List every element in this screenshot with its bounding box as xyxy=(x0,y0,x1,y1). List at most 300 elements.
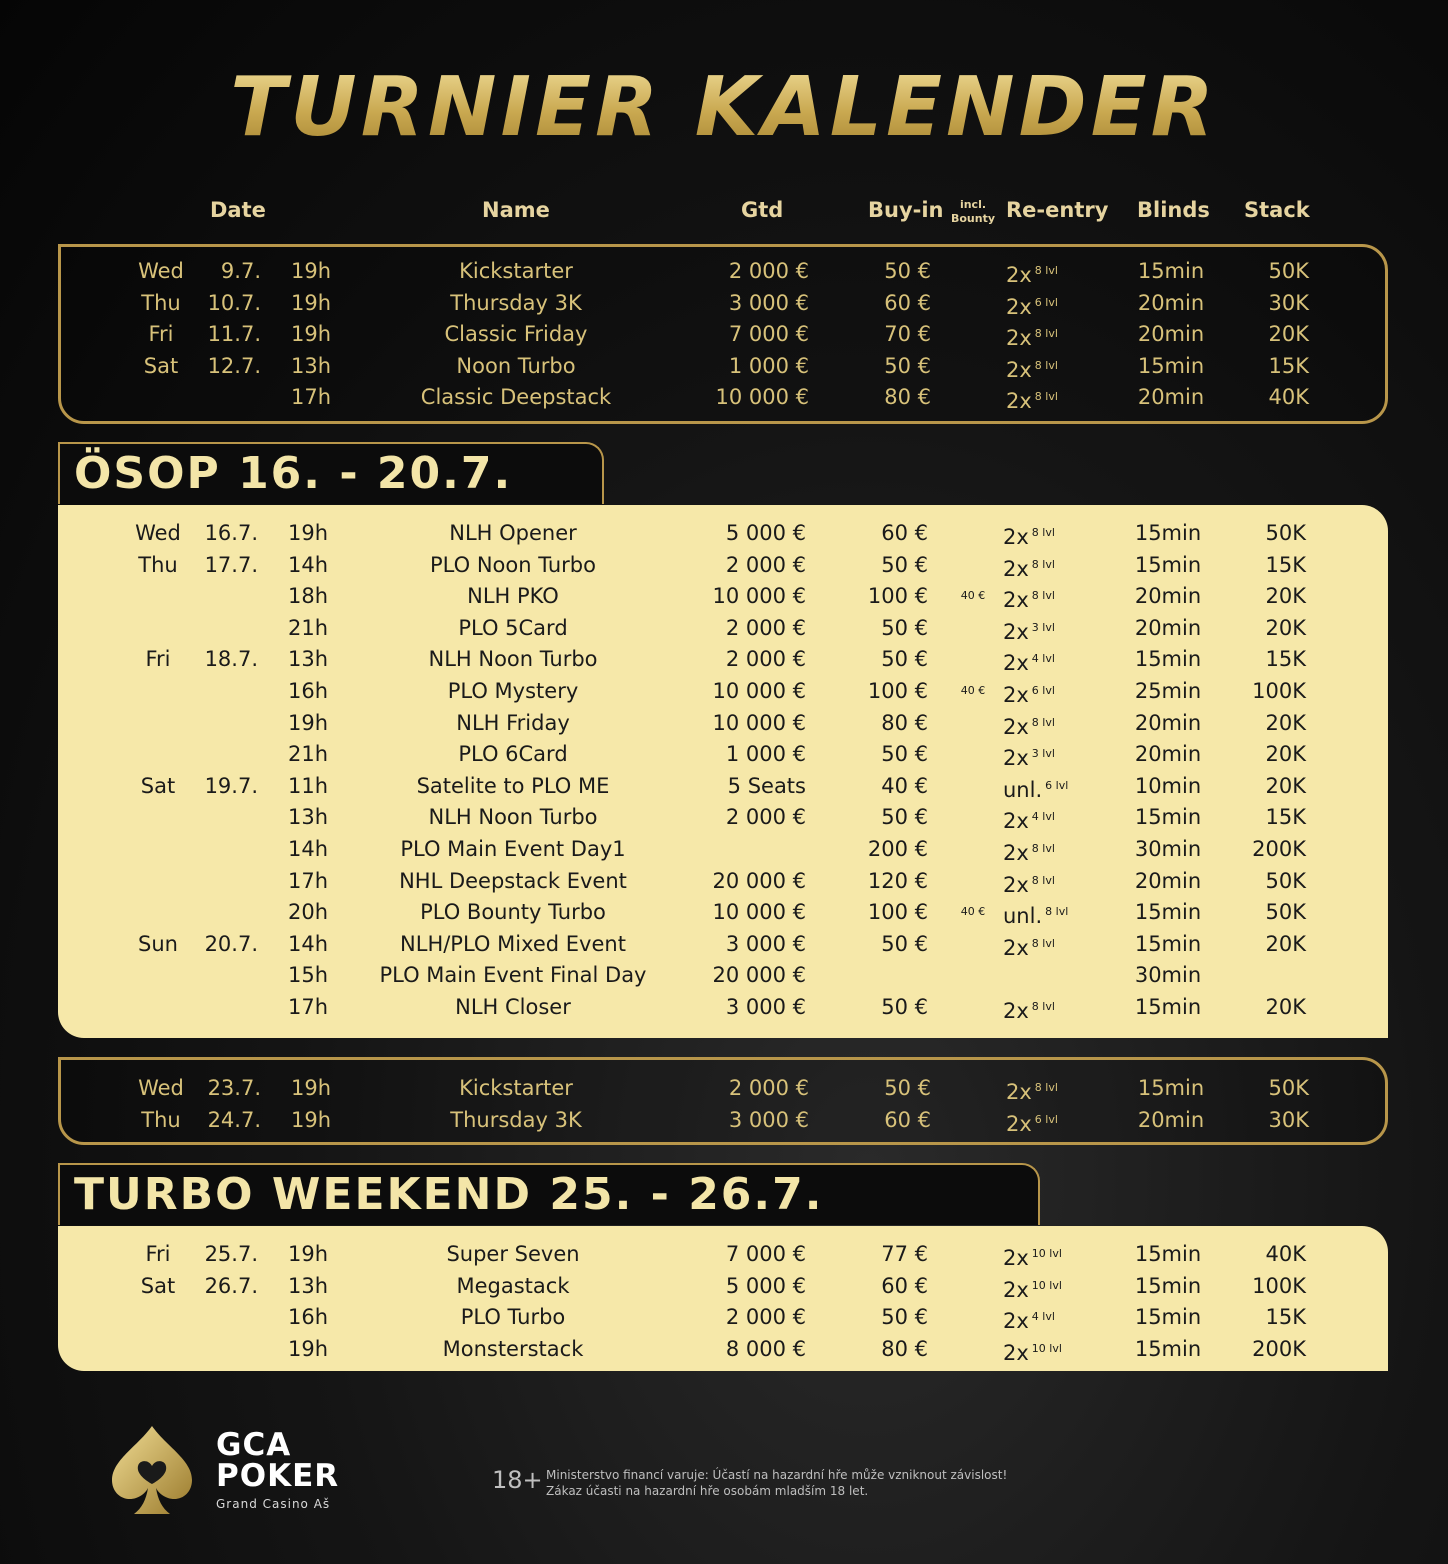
cell-reentry xyxy=(1006,255,1106,291)
table-row xyxy=(58,991,1388,1023)
reentry-count: 2x xyxy=(1003,841,1029,865)
cell-stack: 100K xyxy=(1252,679,1306,703)
cell-buyin: 60 € xyxy=(881,521,928,545)
cell-stack: 15K xyxy=(1265,552,1306,577)
cell-day: Sun xyxy=(138,931,178,956)
cell-stack: 20K xyxy=(1265,931,1306,956)
table-row xyxy=(61,381,1391,413)
cell-buyin: 60 € xyxy=(884,1107,931,1132)
cell-day: Fri xyxy=(145,647,171,672)
cell-blinds: 20min xyxy=(1134,615,1202,640)
reentry-count: 2x xyxy=(1003,1246,1029,1270)
cell-gtd: 5 000 € xyxy=(725,1273,806,1298)
cell-stack: 20K xyxy=(1265,615,1306,640)
cell-time: 21h xyxy=(288,742,329,767)
cell-date: 12.7. xyxy=(207,353,261,378)
table-row xyxy=(58,580,1388,612)
cell-reentry xyxy=(1003,833,1103,869)
header-date: Date xyxy=(210,198,266,222)
osop-tab: ÖSOP 16. - 20.7. xyxy=(58,442,604,504)
cell-buyin: 50 € xyxy=(881,742,928,767)
cell-buyin: 100 € xyxy=(867,679,928,703)
cell-bounty: 40 € xyxy=(960,684,986,697)
cell-stack: 30K xyxy=(1268,290,1309,315)
cell-name: NLH Noon Turbo xyxy=(428,647,598,672)
cell-date: 19.7. xyxy=(204,773,258,798)
cell-gtd: 2 000 € xyxy=(725,647,806,672)
cell-buyin: 50 € xyxy=(884,353,931,378)
cell-time: 14h xyxy=(288,837,329,861)
schedule-section-week1 xyxy=(58,244,1388,424)
cell-buyin: 50 € xyxy=(881,552,928,577)
cell-gtd: 2 000 € xyxy=(728,1076,809,1100)
cell-stack: 200K xyxy=(1252,1336,1306,1361)
logo-text xyxy=(216,1427,340,1494)
table-row xyxy=(58,865,1388,897)
cell-reentry xyxy=(1003,738,1103,774)
table-row xyxy=(58,959,1388,991)
cell-reentry xyxy=(1006,1104,1106,1140)
cell-time: 17h xyxy=(288,868,329,893)
cell-gtd: 10 000 € xyxy=(712,900,806,925)
cell-gtd: 3 000 € xyxy=(728,290,809,315)
cell-reentry xyxy=(1003,896,1103,932)
cell-time: 19h xyxy=(288,1336,329,1361)
cell-blinds: 25min xyxy=(1134,679,1202,703)
cell-day: Wed xyxy=(138,1076,184,1100)
reentry-count: 2x xyxy=(1003,588,1029,613)
cell-gtd: 8 000 € xyxy=(725,1336,806,1361)
table-row xyxy=(61,318,1391,350)
cell-date: 25.7. xyxy=(204,1242,258,1266)
warning-line2: Zákaz účasti na hazardní hře osobám mladším 18 let. xyxy=(546,1484,869,1498)
schedule-section-turbo xyxy=(58,1226,1388,1371)
reentry-count: 2x xyxy=(1003,1277,1029,1302)
cell-buyin: 50 € xyxy=(881,805,928,830)
reentry-level: 6 lvl xyxy=(1031,684,1055,697)
table-row xyxy=(58,549,1388,581)
reentry-level: 8 lvl xyxy=(1045,905,1069,919)
reentry-level: 8 lvl xyxy=(1031,589,1055,603)
cell-buyin: 120 € xyxy=(867,868,928,893)
cell-time: 19h xyxy=(291,1107,332,1132)
cell-name: NLH Noon Turbo xyxy=(428,805,598,830)
cell-time: 15h xyxy=(288,963,329,988)
cell-day: Thu xyxy=(141,290,181,315)
gambling-warning xyxy=(546,1467,1007,1499)
spade-logo-icon xyxy=(108,1424,196,1516)
cell-name: PLO Mystery xyxy=(447,679,579,703)
cell-gtd: 7 000 € xyxy=(728,322,809,347)
cell-time: 18h xyxy=(288,584,329,609)
cell-buyin: 50 € xyxy=(881,647,928,672)
cell-time: 13h xyxy=(288,647,329,672)
cell-day: Fri xyxy=(148,322,174,347)
cell-gtd: 2 000 € xyxy=(725,615,806,640)
table-row xyxy=(58,928,1388,960)
cell-reentry xyxy=(1003,675,1103,711)
cell-stack: 20K xyxy=(1265,710,1306,735)
cell-name: Kickstarter xyxy=(459,1076,573,1100)
header-bounty-line2: Bounty xyxy=(950,212,996,225)
header-stack: Stack xyxy=(1244,198,1310,222)
cell-gtd: 10 000 € xyxy=(712,710,806,735)
cell-reentry xyxy=(1003,612,1103,648)
cell-time: 13h xyxy=(288,805,329,830)
cell-buyin: 77 € xyxy=(881,1242,928,1266)
cell-reentry xyxy=(1006,350,1106,386)
header-buyin: Buy-in xyxy=(868,198,944,222)
cell-reentry xyxy=(1003,1238,1103,1274)
reentry-level: 8 lvl xyxy=(1031,936,1055,950)
cell-stack: 40K xyxy=(1265,1242,1306,1266)
cell-gtd: 1 000 € xyxy=(725,742,806,767)
cell-time: 13h xyxy=(291,353,332,378)
reentry-level: 8 lvl xyxy=(1031,557,1055,571)
cell-gtd: 2 000 € xyxy=(728,259,809,283)
reentry-count: unl. xyxy=(1003,777,1043,802)
cell-name: Noon Turbo xyxy=(456,353,576,378)
reentry-count: 2x xyxy=(1003,935,1029,960)
cell-name: NLH Friday xyxy=(456,710,570,735)
cell-name: NLH PKO xyxy=(467,584,559,609)
cell-reentry xyxy=(1006,318,1106,354)
table-row xyxy=(61,1104,1391,1136)
cell-gtd: 5 Seats xyxy=(727,773,806,798)
cell-name: Super Seven xyxy=(446,1242,580,1266)
header-blinds: Blinds xyxy=(1137,198,1210,222)
cell-gtd: 7 000 € xyxy=(725,1242,806,1266)
schedule-section-week3 xyxy=(58,1057,1388,1145)
reentry-level: 8 lvl xyxy=(1031,1000,1055,1013)
cell-buyin: 100 € xyxy=(867,900,928,925)
cell-reentry xyxy=(1003,517,1103,553)
reentry-count: 2x xyxy=(1003,746,1029,771)
page-title: TURNIER KALENDER xyxy=(0,60,1448,155)
cell-name: NLH Opener xyxy=(449,521,577,545)
reentry-count: 2x xyxy=(1006,263,1032,287)
cell-buyin: 60 € xyxy=(884,290,931,315)
cell-name: Satelite to PLO ME xyxy=(416,773,610,798)
cell-time: 11h xyxy=(288,773,329,798)
cell-blinds: 20min xyxy=(1134,742,1202,767)
reentry-count: 2x xyxy=(1003,809,1029,834)
reentry-count: 2x xyxy=(1003,556,1029,581)
reentry-count: 2x xyxy=(1003,683,1029,707)
reentry-count: 2x xyxy=(1003,651,1029,676)
warning-line1: Ministerstvo financí varuje: Účastí na hazardní hře může vzniknout závislost! xyxy=(546,1468,1008,1482)
table-row xyxy=(58,801,1388,833)
reentry-level: 8 lvl xyxy=(1034,358,1058,372)
cell-stack: 50K xyxy=(1265,521,1306,545)
cell-stack: 15K xyxy=(1265,805,1306,830)
reentry-level: 8 lvl xyxy=(1034,1081,1058,1094)
cell-date: 17.7. xyxy=(204,552,258,577)
reentry-count: 2x xyxy=(1003,714,1029,739)
cell-time: 16h xyxy=(288,1305,329,1330)
cell-reentry xyxy=(1003,928,1103,964)
reentry-level: 3 lvl xyxy=(1031,747,1055,761)
reentry-level: 4 lvl xyxy=(1031,810,1055,824)
header-bounty xyxy=(950,198,996,226)
cell-gtd: 3 000 € xyxy=(725,995,806,1019)
cell-stack: 20K xyxy=(1265,742,1306,767)
cell-name: PLO Main Event Final Day xyxy=(379,963,647,988)
cell-stack: 15K xyxy=(1265,647,1306,672)
reentry-count: 2x xyxy=(1006,326,1032,351)
logo-line1: GCA xyxy=(216,1427,292,1463)
reentry-level: 4 lvl xyxy=(1031,1310,1055,1324)
cell-gtd: 20 000 € xyxy=(712,963,806,988)
cell-time: 19h xyxy=(288,521,329,545)
reentry-level: 8 lvl xyxy=(1031,873,1055,887)
table-row xyxy=(58,1270,1388,1302)
cell-date: 10.7. xyxy=(207,290,261,315)
reentry-level: 8 lvl xyxy=(1034,327,1058,341)
header-gtd: Gtd xyxy=(741,198,784,222)
reentry-count: 2x xyxy=(1003,619,1029,644)
cell-day: Wed xyxy=(135,521,181,545)
cell-time: 13h xyxy=(288,1273,329,1298)
logo-subtitle: Grand Casino Aš xyxy=(216,1497,331,1511)
reentry-level: 6 lvl xyxy=(1034,295,1058,309)
cell-name: PLO Bounty Turbo xyxy=(420,900,606,925)
cell-blinds: 15min xyxy=(1134,805,1202,830)
reentry-count: 2x xyxy=(1006,294,1032,319)
cell-blinds: 20min xyxy=(1137,385,1205,410)
cell-stack: 15K xyxy=(1268,353,1309,378)
reentry-level: 3 lvl xyxy=(1031,620,1055,634)
cell-gtd: 3 000 € xyxy=(725,931,806,956)
header-name: Name xyxy=(482,198,550,222)
cell-blinds: 20min xyxy=(1134,868,1202,893)
cell-stack: 20K xyxy=(1265,584,1306,609)
cell-date: 9.7. xyxy=(220,259,261,283)
reentry-count: 2x xyxy=(1003,525,1029,549)
cell-time: 17h xyxy=(288,995,329,1019)
cell-blinds: 15min xyxy=(1134,1336,1202,1361)
cell-gtd: 2 000 € xyxy=(725,805,806,830)
cell-buyin: 40 € xyxy=(881,773,928,798)
cell-time: 19h xyxy=(291,1076,332,1100)
table-row xyxy=(61,255,1391,287)
cell-blinds: 15min xyxy=(1134,995,1202,1019)
cell-reentry xyxy=(1003,991,1103,1027)
header-reentry: Re-entry xyxy=(1006,198,1109,222)
cell-date: 20.7. xyxy=(204,931,258,956)
cell-name: Monsterstack xyxy=(442,1336,584,1361)
cell-date: 18.7. xyxy=(204,647,258,672)
cell-gtd: 2 000 € xyxy=(725,552,806,577)
cell-day: Sat xyxy=(140,1273,176,1298)
cell-stack: 50K xyxy=(1265,900,1306,925)
cell-date: 11.7. xyxy=(207,322,261,347)
cell-stack: 50K xyxy=(1268,1076,1309,1100)
cell-time: 20h xyxy=(288,900,329,925)
reentry-level: 8 lvl xyxy=(1031,842,1055,855)
cell-stack: 20K xyxy=(1265,995,1306,1019)
cell-buyin: 50 € xyxy=(881,931,928,956)
cell-blinds: 20min xyxy=(1137,322,1205,347)
turbo-weekend-tab: TURBO WEEKEND 25. - 26.7. xyxy=(58,1163,1040,1225)
cell-buyin: 50 € xyxy=(884,259,931,283)
cell-blinds: 20min xyxy=(1134,584,1202,609)
cell-name: Thursday 3K xyxy=(450,1107,582,1132)
reentry-count: 2x xyxy=(1003,999,1029,1023)
table-row xyxy=(58,643,1388,675)
age-restriction: 18+ xyxy=(492,1466,543,1494)
cell-buyin: 200 € xyxy=(867,837,928,861)
table-row xyxy=(58,1238,1388,1270)
header-bounty-line1: incl. xyxy=(959,198,987,211)
cell-reentry xyxy=(1003,549,1103,585)
cell-time: 19h xyxy=(291,290,332,315)
cell-time: 19h xyxy=(288,1242,329,1266)
cell-gtd: 10 000 € xyxy=(712,679,806,703)
table-row xyxy=(58,612,1388,644)
cell-date: 16.7. xyxy=(204,521,258,545)
cell-date: 24.7. xyxy=(207,1107,261,1132)
cell-name: Megastack xyxy=(456,1273,570,1298)
cell-time: 19h xyxy=(291,322,332,347)
cell-bounty: 40 € xyxy=(960,589,986,603)
cell-reentry xyxy=(1003,770,1103,806)
cell-buyin: 50 € xyxy=(881,615,928,640)
reentry-level: 8 lvl xyxy=(1031,715,1055,729)
cell-name: PLO 6Card xyxy=(458,742,568,767)
cell-name: PLO Noon Turbo xyxy=(430,552,596,577)
cell-reentry xyxy=(1003,801,1103,837)
cell-blinds: 15min xyxy=(1137,353,1205,378)
cell-blinds: 15min xyxy=(1134,900,1202,925)
cell-blinds: 20min xyxy=(1134,710,1202,735)
cell-blinds: 30min xyxy=(1134,963,1202,988)
cell-reentry xyxy=(1003,1333,1103,1369)
cell-blinds: 10min xyxy=(1134,773,1202,798)
reentry-level: 10 lvl xyxy=(1031,1341,1062,1355)
cell-name: NLH Closer xyxy=(455,995,571,1019)
cell-name: Classic Deepstack xyxy=(420,385,612,410)
cell-blinds: 15min xyxy=(1134,1273,1202,1298)
reentry-level: 10 lvl xyxy=(1031,1247,1062,1260)
cell-blinds: 15min xyxy=(1134,931,1202,956)
cell-name: Kickstarter xyxy=(459,259,573,283)
cell-buyin: 70 € xyxy=(884,322,931,347)
reentry-count: 2x xyxy=(1003,1340,1029,1365)
cell-reentry xyxy=(1003,1301,1103,1337)
cell-reentry xyxy=(1006,1072,1106,1108)
table-row xyxy=(61,350,1391,382)
cell-day: Sat xyxy=(143,353,179,378)
cell-gtd: 10 000 € xyxy=(712,584,806,609)
cell-stack: 100K xyxy=(1252,1273,1306,1298)
cell-bounty: 40 € xyxy=(960,905,986,919)
cell-gtd: 3 000 € xyxy=(728,1107,809,1132)
reentry-count: unl. xyxy=(1003,904,1043,929)
reentry-count: 2x xyxy=(1006,1080,1032,1104)
cell-reentry xyxy=(1003,865,1103,901)
cell-reentry xyxy=(1003,1270,1103,1306)
cell-reentry xyxy=(1003,580,1103,616)
table-row xyxy=(58,675,1388,707)
cell-time: 14h xyxy=(288,552,329,577)
cell-name: PLO Main Event Day1 xyxy=(400,837,626,861)
reentry-count: 2x xyxy=(1003,1309,1029,1334)
reentry-count: 2x xyxy=(1006,389,1032,414)
reentry-count: 2x xyxy=(1006,1111,1032,1136)
reentry-level: 6 lvl xyxy=(1034,1112,1058,1126)
cell-reentry xyxy=(1003,643,1103,679)
cell-name: NLH/PLO Mixed Event xyxy=(400,931,626,956)
reentry-level: 6 lvl xyxy=(1045,778,1069,792)
reentry-count: 2x xyxy=(1006,357,1032,382)
cell-reentry xyxy=(1006,381,1106,417)
cell-time: 16h xyxy=(288,679,329,703)
cell-blinds: 15min xyxy=(1134,1242,1202,1266)
cell-stack: 200K xyxy=(1252,837,1306,861)
cell-stack: 40K xyxy=(1268,385,1309,410)
cell-reentry xyxy=(1003,707,1103,743)
reentry-level: 10 lvl xyxy=(1031,1278,1062,1292)
cell-time: 19h xyxy=(291,259,332,283)
cell-blinds: 15min xyxy=(1134,647,1202,672)
cell-blinds: 15min xyxy=(1134,1305,1202,1330)
cell-stack: 20K xyxy=(1268,322,1309,347)
cell-name: PLO Turbo xyxy=(460,1305,566,1330)
cell-buyin: 80 € xyxy=(881,710,928,735)
cell-blinds: 15min xyxy=(1134,521,1202,545)
table-row xyxy=(58,770,1388,802)
cell-buyin: 100 € xyxy=(867,584,928,609)
cell-time: 14h xyxy=(288,931,329,956)
cell-reentry xyxy=(1006,287,1106,323)
cell-buyin: 50 € xyxy=(884,1076,931,1100)
cell-name: Classic Friday xyxy=(444,322,588,347)
cell-date: 26.7. xyxy=(204,1273,258,1298)
cell-blinds: 30min xyxy=(1134,837,1202,861)
cell-name: PLO 5Card xyxy=(458,615,568,640)
logo-line2: POKER xyxy=(216,1458,340,1494)
cell-buyin: 60 € xyxy=(881,1273,928,1298)
cell-stack: 50K xyxy=(1268,259,1309,283)
table-row xyxy=(58,517,1388,549)
table-row xyxy=(58,1301,1388,1333)
table-row xyxy=(58,833,1388,865)
cell-name: NHL Deepstack Event xyxy=(399,868,627,893)
cell-buyin: 50 € xyxy=(881,1305,928,1330)
cell-buyin: 50 € xyxy=(881,995,928,1019)
cell-gtd: 20 000 € xyxy=(712,868,806,893)
cell-gtd: 1 000 € xyxy=(728,353,809,378)
table-row xyxy=(58,738,1388,770)
cell-buyin: 80 € xyxy=(884,385,931,410)
cell-gtd: 5 000 € xyxy=(725,521,806,545)
cell-stack: 50K xyxy=(1265,868,1306,893)
reentry-level: 8 lvl xyxy=(1034,264,1058,277)
cell-day: Fri xyxy=(145,1242,171,1266)
cell-day: Wed xyxy=(138,259,184,283)
cell-blinds: 20min xyxy=(1137,1107,1205,1132)
cell-blinds: 15min xyxy=(1134,552,1202,577)
cell-time: 17h xyxy=(291,385,332,410)
reentry-level: 8 lvl xyxy=(1031,526,1055,539)
reentry-level: 4 lvl xyxy=(1031,652,1055,666)
reentry-level: 8 lvl xyxy=(1034,390,1058,404)
cell-stack: 15K xyxy=(1265,1305,1306,1330)
cell-time: 19h xyxy=(288,710,329,735)
cell-gtd: 2 000 € xyxy=(725,1305,806,1330)
cell-blinds: 15min xyxy=(1137,1076,1205,1100)
